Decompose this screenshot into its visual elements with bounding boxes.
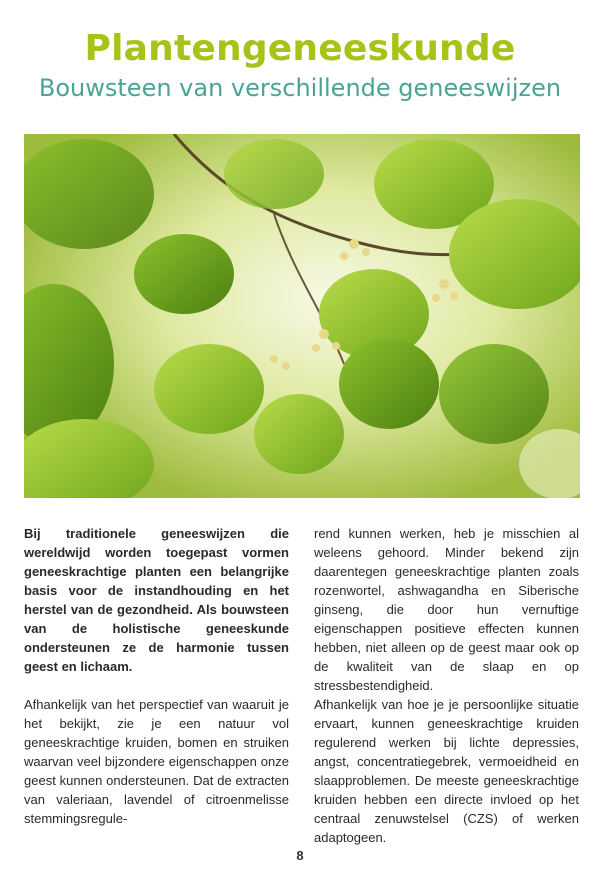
page-title: Plantengeneeskunde bbox=[84, 28, 516, 69]
body-paragraph-2: Afhankelijk van hoe je je persoonlijke situatie ervaart, kunnen geneeskrachtige kruiden regulerend werken bij lichte depressies, angst, concentratiegebrek, vermoeidheid en slaapproblemen. De meeste geneeskrachtige kruiden hebben een directe invloed op het centraal zenuwstelsel (CZS) of werken adaptogeen. bbox=[314, 697, 579, 845]
page-subtitle: Bouwsteen van verschillende geneeswijzen bbox=[38, 74, 562, 102]
column-left bbox=[24, 524, 289, 828]
page-number: 8 bbox=[296, 848, 304, 863]
body-paragraph-1-continued: rend kunnen werken, heb je misschien al weleens gehoord. Minder bekend zijn daarentegen geneeskrachtige planten zoals rozenwortel, ashwagandha en Siberische ginseng, die door hun vernuftige eigenschappen positieve effecten kunnen hebben, niet alleen op de geest maar ook op de kwaliteit van de slaap en op stressbestendigheid. bbox=[314, 526, 579, 693]
leaves-illustration bbox=[24, 134, 580, 498]
leaves-photo bbox=[24, 134, 580, 498]
column-right bbox=[314, 524, 579, 847]
lead-paragraph: Bij traditionele geneeswijzen die wereldwijd worden toegepast vormen geneeskrachtige planten een belangrijke basis voor de instandhouding en het herstel van de gezondheid. Als bouwsteen van de holistische geneeskunde ondersteunen ze de harmonie tussen geest en lichaam. bbox=[24, 526, 289, 674]
body-paragraph-1: Afhankelijk van het perspectief van waaruit je het bekijkt, zie je een natuur vol geneeskrachtige kruiden, bomen en struiken waarvan veel bijzondere eigenschappen onze geest kunnen ondersteunen. Dat de extracten van valeriaan, lavendel of citroenmelisse stemmingsregule- bbox=[24, 697, 289, 826]
